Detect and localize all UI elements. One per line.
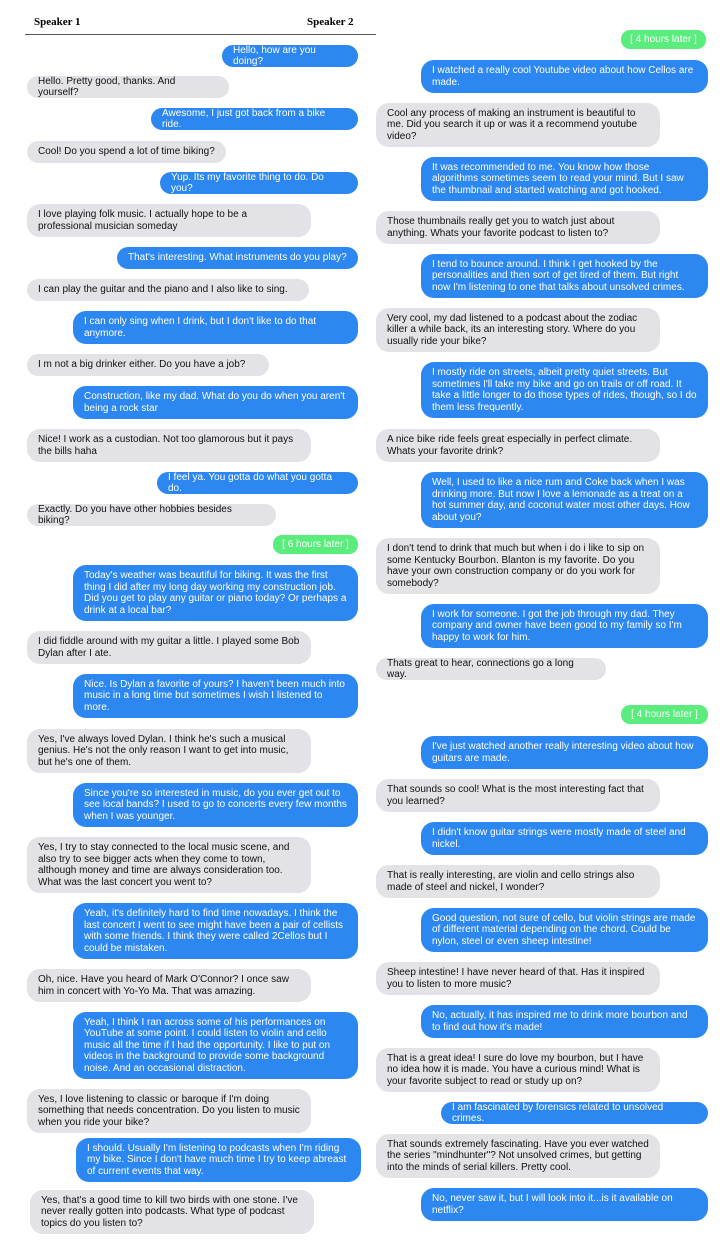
message-bubble: Nice! I work as a custodian. Not too glamorous but it pays the bills haha	[27, 429, 311, 462]
message-bubble: Nice. Is Dylan a favorite of yours? I haven't been much into music in a long time but sometimes I wish I listened to more.	[73, 674, 358, 718]
message-bubble: I love playing folk music. I actually hope to be a professional musician someday	[27, 204, 311, 237]
message-bubble: Yes, I've always loved Dylan. I think he's such a musical genius. He's not the only reason I want to get into music, but he's one of them.	[27, 729, 311, 773]
message-bubble: That sounds extremely fascinating. Have you ever watched the series "mindhunter"? Not unsolved crimes, but getting into the minds of serial killers. Pretty cool.	[376, 1134, 660, 1178]
message-bubble: It was recommended to me. You know how those algorithms sometimes seem to read your mind. But I saw the thumbnail and started watching and got hooked.	[421, 157, 708, 201]
timestamp-badge: [ 4 hours later ]	[621, 30, 706, 49]
message-bubble: Yeah, it's definitely hard to find time nowadays. I think the last concert I went to see might have been a pair of cellists with some friends. I think they were called 2Cellos but I could be mistaken.	[73, 903, 358, 959]
message-bubble: Cool! Do you spend a lot of time biking?	[27, 141, 226, 163]
message-bubble: Hello, how are you doing?	[222, 45, 358, 67]
message-bubble: That's interesting. What instruments do you play?	[117, 247, 358, 269]
message-bubble: I tend to bounce around. I think I get hooked by the personalities and then sort of get tired of them. But right now I'm listening to one that talks about unsolved crimes.	[421, 254, 708, 298]
timestamp-badge: [ 6 hours later ]	[273, 535, 358, 554]
message-bubble: Yes, I try to stay connected to the local music scene, and also try to see bigger acts when they come to town, although money and time are always consideration too. What was the last concert you went to?	[27, 837, 311, 893]
message-bubble: I've just watched another really interesting video about how guitars are made.	[421, 736, 708, 769]
speaker-2-label: Speaker 2	[307, 16, 354, 28]
message-bubble: Good question, not sure of cello, but violin strings are made of different material depending on the chord. Could be nylon, steel or even sheep intestine!	[421, 908, 708, 952]
message-bubble: Hello. Pretty good, thanks. And yourself?	[27, 76, 229, 98]
message-bubble: That sounds so cool! What is the most interesting fact that you learned?	[376, 779, 660, 812]
message-bubble: I mostly ride on streets, albeit pretty quiet streets. But sometimes I'll take my bike and go on trails or off road. It take a little longer to do those types of rides, though, so I do them less frequently.	[421, 362, 708, 418]
message-bubble: Exactly. Do you have other hobbies besides biking?	[27, 504, 276, 526]
message-bubble: No, never saw it, but I will look into it...is it available on netflix?	[421, 1188, 708, 1221]
message-bubble: Thats great to hear, connections go a long way.	[376, 658, 606, 680]
message-bubble: I did fiddle around with my guitar a little. I played some Bob Dylan after I ate.	[27, 631, 311, 664]
message-bubble: I should. Usually I'm listening to podcasts when I'm riding my bike. Since I don't have much time I try to keep abreast of current events that way.	[76, 1138, 361, 1182]
message-bubble: Sheep intestine! I have never heard of that. Has it inspired you to listen to more music?	[376, 962, 660, 995]
message-bubble: A nice bike ride feels great especially in perfect climate. Whats your favorite drink?	[376, 429, 660, 462]
message-bubble: Construction, like my dad. What do you do when you aren't being a rock star	[73, 386, 358, 419]
timestamp-badge: [ 4 hours later ]	[621, 705, 708, 724]
message-bubble: Yes, I love listening to classic or baroque if I'm doing something that needs concentration. Do you listen to music when you ride your bike?	[27, 1089, 311, 1133]
message-bubble: Today's weather was beautiful for biking. It was the first thing I did after my long day working my construction job. Did you get to play any guitar or piano today? Or perhaps a drink at a local bar?	[73, 565, 358, 621]
message-bubble: Very cool, my dad listened to a podcast about the zodiac killer a while back, its an interesting story. Where do you usually ride your bike?	[376, 308, 660, 352]
message-bubble: Cool any process of making an instrument is beautiful to me. Did you search it up or was it a recommend youtube video?	[376, 103, 660, 147]
message-bubble: Yup. Its my favorite thing to do. Do you?	[160, 172, 358, 194]
speaker-1-label: Speaker 1	[34, 16, 81, 28]
message-bubble: Well, I used to like a nice rum and Coke back when I was drinking more. But now I love a lemonade as a treat on a hot summer day, and coconut water most other days. How about you?	[421, 472, 708, 528]
message-bubble: I can only sing when I drink, but I don't like to do that anymore.	[73, 311, 358, 344]
message-bubble: I feel ya. You gotta do what you gotta do.	[157, 472, 358, 494]
message-bubble: I don't tend to drink that much but when i do i like to sip on some Kentucky Bourbon. Blanton is my favorite. Do you have your own construction company or do you work for somebody?	[376, 538, 660, 594]
speaker-header	[25, 0, 376, 35]
message-bubble: Since you're so interested in music, do you ever get out to see local bands? I used to go to concerts every few months when I was younger.	[73, 783, 358, 827]
message-bubble: No, actually, it has inspired me to drink more bourbon and to find out how it's made!	[421, 1005, 708, 1038]
message-bubble: I can play the guitar and the piano and I also like to sing.	[27, 279, 309, 301]
message-bubble: That is a great idea! I sure do love my bourbon, but I have no idea how it is made. You have a curious mind! What is your favorite subject to read or study up on?	[376, 1048, 660, 1092]
message-bubble: I didn't know guitar strings were mostly made of steel and nickel.	[421, 822, 708, 855]
message-bubble: I watched a really cool Youtube video about how Cellos are made.	[421, 60, 708, 93]
message-bubble: Yeah, I think I ran across some of his performances on YouTube at some point. I could listen to violin and cello music all the time if I had the opportunity. I like to put on videos in the background to provide some background noise. And an occasional distraction.	[73, 1012, 358, 1079]
message-bubble: Oh, nice. Have you heard of Mark O'Connor? I once saw him in concert with Yo-Yo Ma. That was amazing.	[27, 969, 311, 1002]
message-bubble: Awesome, I just got back from a bike ride.	[151, 108, 358, 130]
message-bubble: I work for someone. I got the job through my dad. They company and owner have been good to my family so I'm happy to work for him.	[421, 604, 708, 648]
message-bubble: I am fascinated by forensics related to unsolved crimes.	[441, 1102, 708, 1124]
message-bubble: Yes, that's a good time to kill two birds with one stone. I've never really gotten into podcasts. What type of podcast topics do you listen to?	[30, 1190, 314, 1234]
message-bubble: Those thumbnails really get you to watch just about anything. Whats your favorite podcast to listen to?	[376, 211, 660, 244]
message-bubble: That is really interesting, are violin and cello strings also made of steel and nickel, I wonder?	[376, 865, 660, 898]
message-bubble: I m not a big drinker either. Do you have a job?	[27, 354, 269, 376]
